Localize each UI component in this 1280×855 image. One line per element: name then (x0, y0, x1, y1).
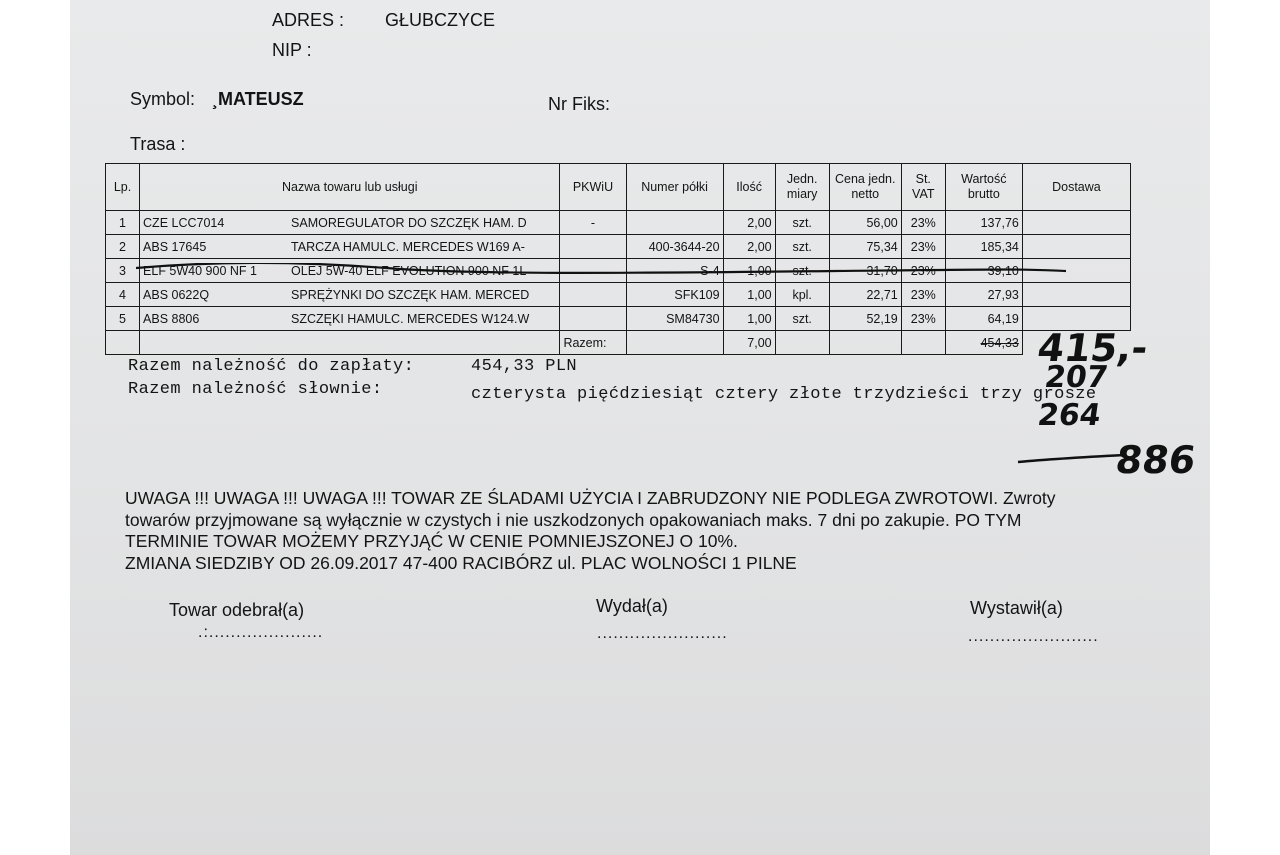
col-delivery: Dostawa (1022, 164, 1130, 211)
row-name: TARCZA HAMULC. MERCEDES W169 A- (291, 239, 525, 254)
prepared-by-label: Wystawił(a) (970, 598, 1063, 618)
row-name: OLEJ 5W-40 ELF EVOLUTION 900 NF 1L (291, 263, 527, 278)
amount-due-label: Razem należność do zapłaty: (128, 357, 415, 376)
row-name-cell (140, 235, 560, 259)
row-price: 22,71 (829, 283, 901, 307)
handwritten-total: 886 (1112, 438, 1199, 482)
row-gross: 185,34 (945, 235, 1022, 259)
total-empty (626, 331, 723, 355)
table-total-row (106, 331, 1131, 355)
row-pkwiu (560, 235, 626, 259)
address-value: GŁUBCZYCE (385, 10, 496, 30)
row-vat: 23% (901, 211, 945, 235)
row-code: ABS 8806 (143, 311, 200, 326)
row-shelf (626, 211, 723, 235)
handwritten-number-1: 415,- (1034, 326, 1151, 370)
row-name-cell (140, 283, 560, 307)
row-pkwiu: - (560, 211, 626, 235)
row-unit: szt. (775, 235, 829, 259)
row-price: 75,34 (829, 235, 901, 259)
row-unit: szt. (775, 307, 829, 331)
total-gross: 454,33 (945, 331, 1022, 355)
received-by-label: Towar odebrał(a) (169, 600, 305, 620)
row-name: SAMOREGULATOR DO SZCZĘK HAM. D (291, 215, 527, 230)
issued-by-label: Wydał(a) (596, 596, 668, 616)
invoice-paper (70, 0, 1210, 855)
row-gross: 64,19 (945, 307, 1022, 331)
row-lp: 3 (106, 259, 140, 283)
row-shelf: S-4 (626, 259, 723, 283)
received-by-dots: .:..................... (198, 624, 324, 641)
table-row (106, 211, 1131, 235)
total-empty (775, 331, 829, 355)
row-qty: 1,00 (723, 283, 775, 307)
row-delivery (1022, 283, 1130, 307)
handwritten-number-2: 207 (1042, 360, 1111, 395)
handwritten-sum-line (1016, 452, 1126, 466)
col-pkwiu: PKWiU (560, 164, 626, 211)
row-qty: 1,00 (723, 259, 775, 283)
total-empty (140, 331, 560, 355)
issued-by-dots: ........................ (597, 625, 728, 642)
row-unit: szt. (775, 211, 829, 235)
row-name-cell (140, 307, 560, 331)
row-code: ABS 0622Q (143, 287, 210, 302)
row-lp: 2 (106, 235, 140, 259)
row-name-cell (140, 211, 560, 235)
table-row (106, 283, 1131, 307)
handwritten-number-3: 264 (1035, 398, 1104, 433)
row-qty: 2,00 (723, 211, 775, 235)
row-vat: 23% (901, 307, 945, 331)
row-delivery (1022, 211, 1130, 235)
address-label: ADRES : (272, 10, 345, 30)
row-code: ELF 5W40 900 NF 1 (143, 263, 257, 278)
row-shelf: SFK109 (626, 283, 723, 307)
row-code: CZE LCC7014 (143, 215, 225, 230)
prepared-by-dots: ........................ (968, 628, 1099, 645)
total-empty (901, 331, 945, 355)
nip-label: NIP : (272, 40, 312, 60)
row-gross: 137,76 (945, 211, 1022, 235)
items-table (105, 163, 1131, 355)
row-lp: 1 (106, 211, 140, 235)
notice-line-2: towarów przyjmowane są wyłącznie w czystych i nie uszkodzonych opakowaniach maks. 7 dni po zakupie. PO TYM (125, 510, 1022, 530)
nr-fiks-label: Nr Fiks: (548, 94, 610, 114)
notice-line-3: TERMINIE TOWAR MOŻEMY PRZYJĄĆ W CENIE POMNIEJSZONEJ O 10%. (125, 531, 738, 551)
row-pkwiu (560, 307, 626, 331)
notice-line-4: ZMIANA SIEDZIBY OD 26.09.2017 47-400 RACIBÓRZ ul. PLAC WOLNOŚCI 1 PILNE (125, 553, 797, 573)
col-lp: Lp. (106, 164, 140, 211)
row-qty: 2,00 (723, 235, 775, 259)
notice-line-1: UWAGA !!! UWAGA !!! UWAGA !!! TOWAR ZE ŚLADAMI UŻYCIA I ZABRUDZONY NIE PODLEGA ZWROTOWI. Zwroty (125, 488, 1056, 508)
total-qty: 7,00 (723, 331, 775, 355)
total-empty (829, 331, 901, 355)
row-price: 52,19 (829, 307, 901, 331)
col-qty: Ilość (723, 164, 775, 211)
symbol-value: ¸MATEUSZ (212, 89, 304, 109)
col-gross: Wartość brutto (945, 164, 1022, 211)
amount-words-value: czterysta pięćdziesiąt cztery złote trzydzieści trzy grosze (471, 385, 1097, 404)
row-pkwiu (560, 283, 626, 307)
row-lp: 5 (106, 307, 140, 331)
row-delivery (1022, 235, 1130, 259)
row-gross: 39,10 (945, 259, 1022, 283)
row-price: 56,00 (829, 211, 901, 235)
row-shelf: SM84730 (626, 307, 723, 331)
row-unit: szt. (775, 259, 829, 283)
table-row (106, 235, 1131, 259)
row-shelf: 400-3644-20 (626, 235, 723, 259)
table-row (106, 307, 1131, 331)
amount-due-value: 454,33 PLN (471, 357, 578, 376)
row-lp: 4 (106, 283, 140, 307)
row-name: SPRĘŻYNKI DO SZCZĘK HAM. MERCED (291, 287, 530, 302)
total-label: Razem: (560, 331, 626, 355)
total-empty (106, 331, 140, 355)
row-code: ABS 17645 (143, 239, 207, 254)
table-header-row (106, 164, 1131, 211)
col-unit: Jedn. miary (775, 164, 829, 211)
trasa-label: Trasa : (130, 134, 186, 154)
row-qty: 1,00 (723, 307, 775, 331)
col-shelf: Numer półki (626, 164, 723, 211)
col-price: Cena jedn. netto (829, 164, 901, 211)
row-vat: 23% (901, 259, 945, 283)
row-name: SZCZĘKI HAMULC. MERCEDES W124.W (291, 311, 530, 326)
col-name: Nazwa towaru lub usługi (140, 164, 560, 211)
row-gross: 27,93 (945, 283, 1022, 307)
row-vat: 23% (901, 235, 945, 259)
col-vat: St. VAT (901, 164, 945, 211)
row-unit: kpl. (775, 283, 829, 307)
row-vat: 23% (901, 283, 945, 307)
row-price: 31,70 (829, 259, 901, 283)
symbol-label: Symbol: (130, 89, 196, 109)
row-strikethrough-line (136, 263, 1066, 277)
amount-words-label: Razem należność słownie: (128, 380, 383, 399)
